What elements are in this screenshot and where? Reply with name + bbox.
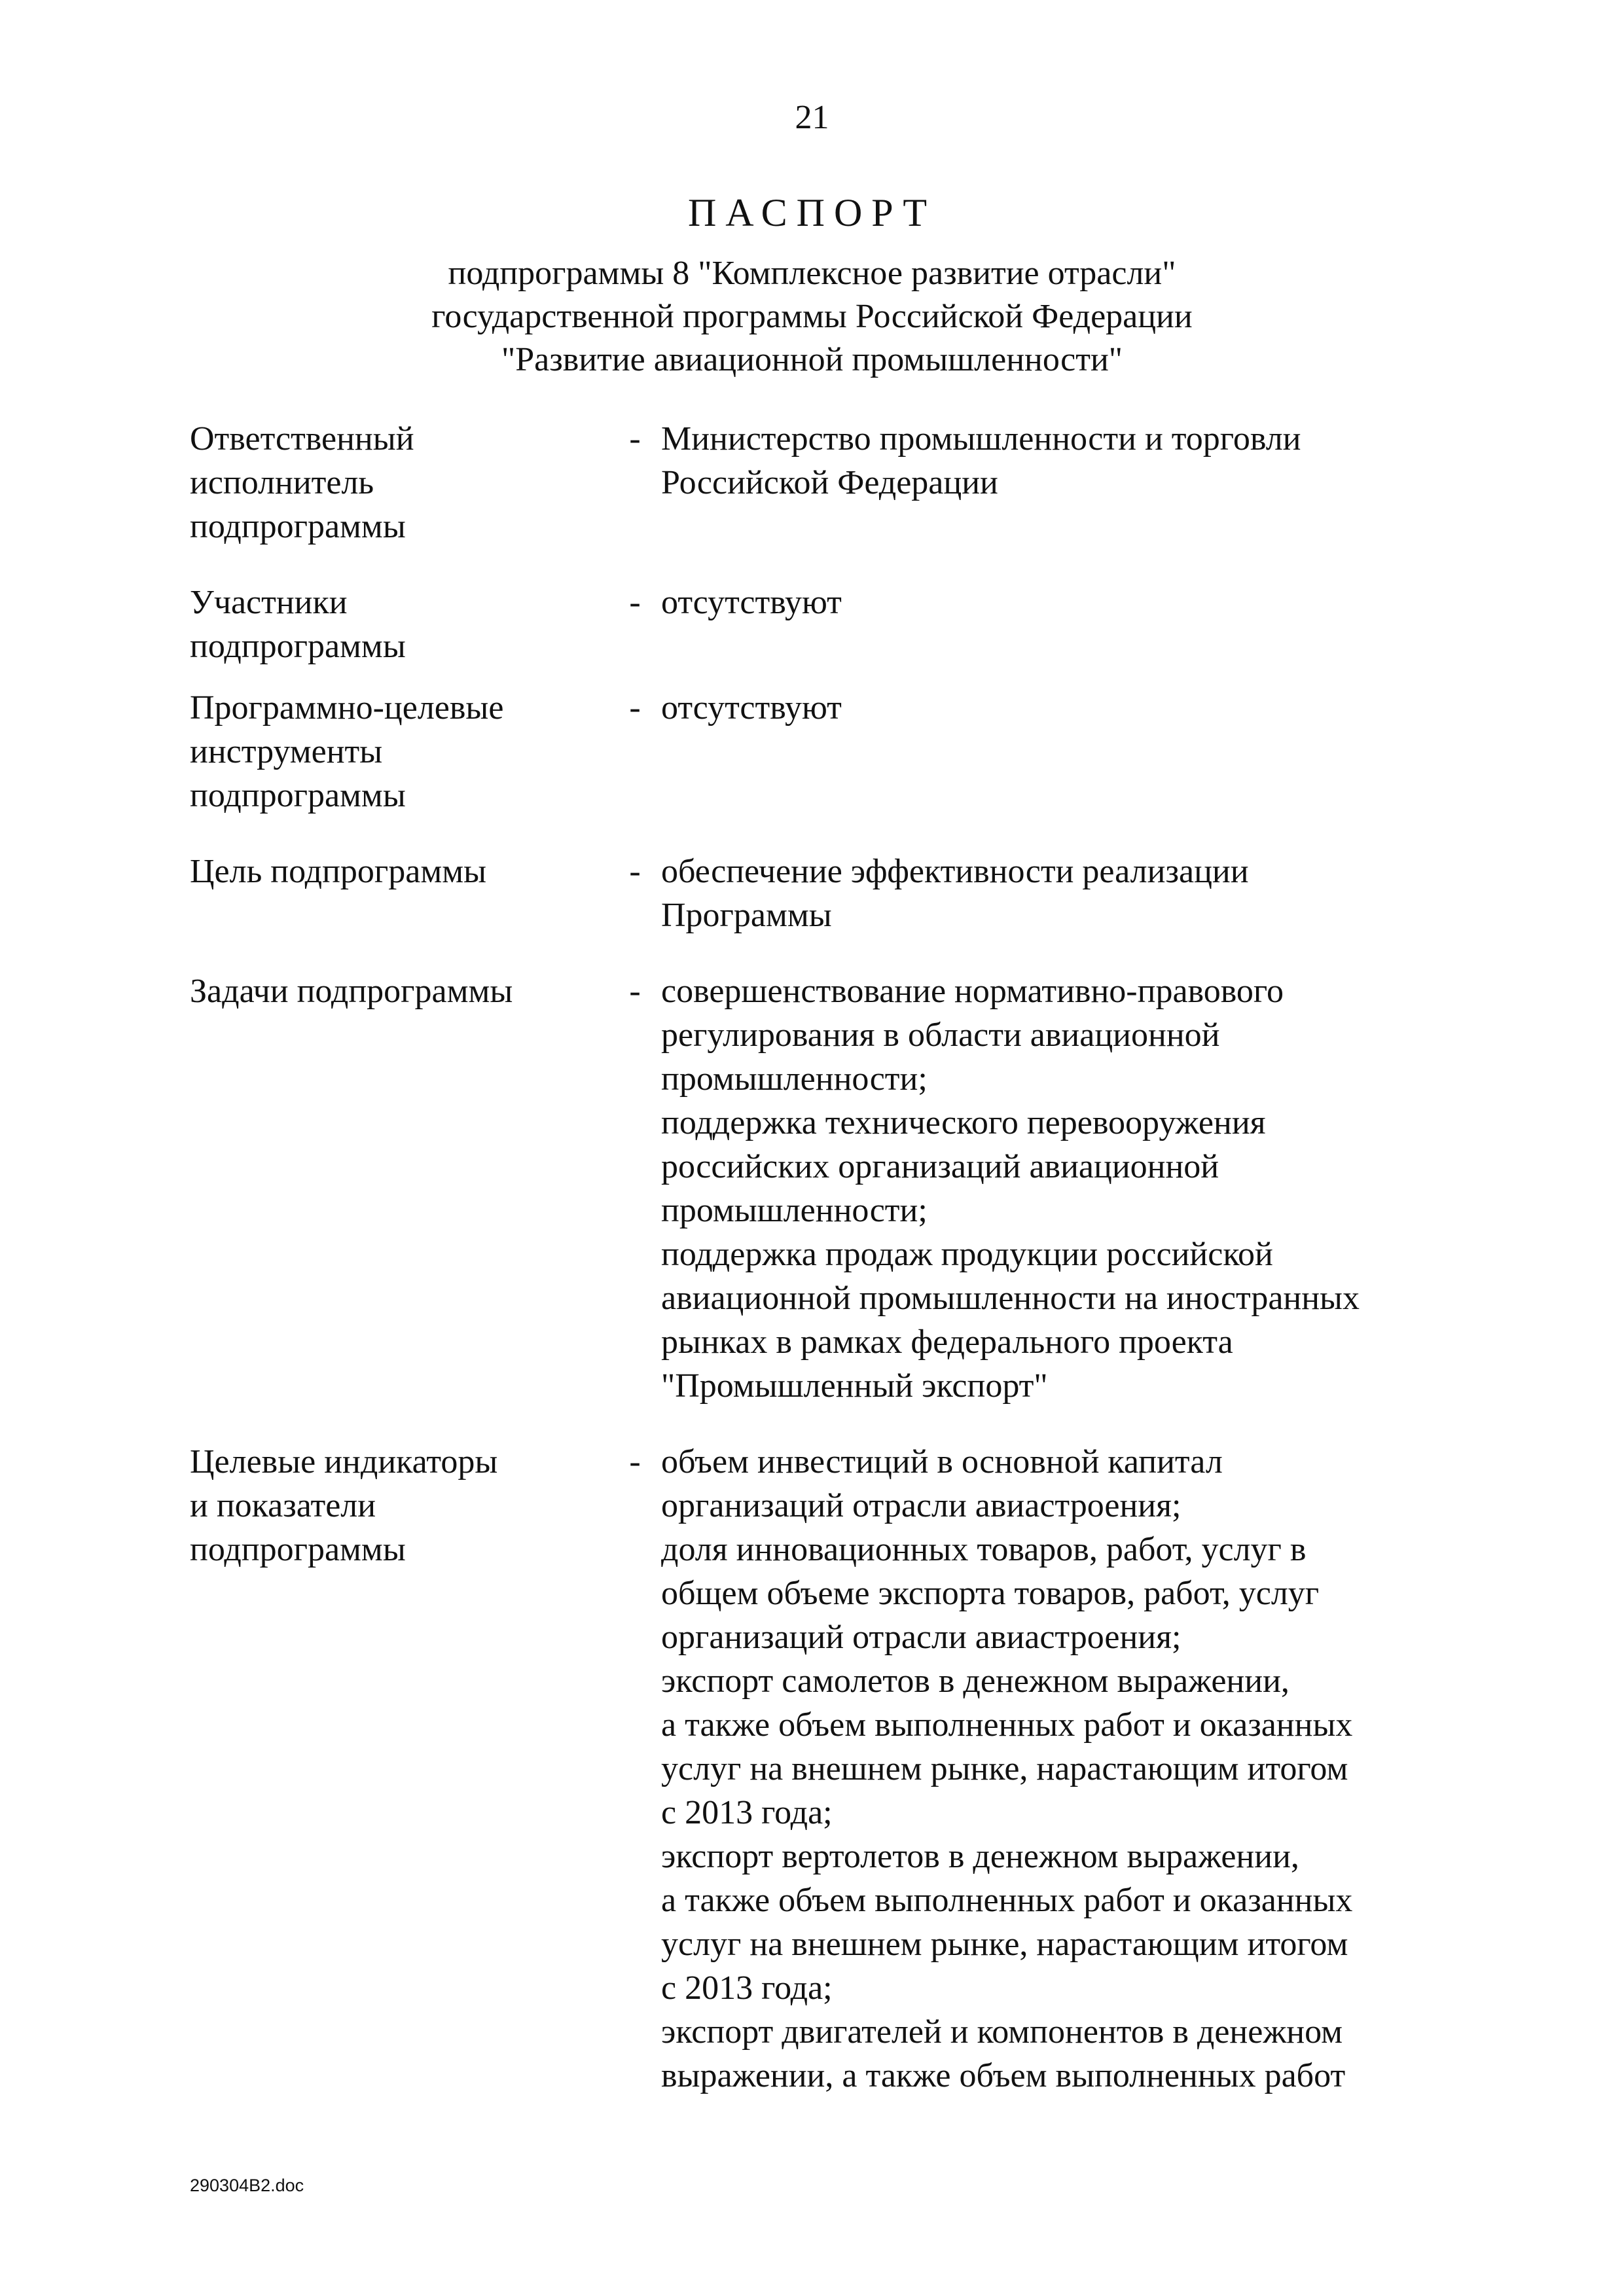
value-line: поддержка технического перевооружения xyxy=(661,1104,1266,1141)
row-value xyxy=(661,686,1453,817)
value-line: услуг на внешнем рынке, нарастающим итогом xyxy=(661,1926,1348,1963)
row-dash: - xyxy=(629,853,641,890)
value-line: поддержка продаж продукции российской xyxy=(661,1236,1273,1273)
value-line: а также объем выполненных работ и оказанных xyxy=(661,1882,1353,1919)
value-line: экспорт вертолетов в денежном выражении, xyxy=(661,1838,1299,1875)
value-line: с 2013 года; xyxy=(661,1969,833,2007)
value-line: экспорт самолетов в денежном выражении, xyxy=(661,1662,1290,1700)
label-line: исполнитель xyxy=(190,464,374,501)
row-label xyxy=(190,1440,596,2098)
value-line: отсутствуют xyxy=(661,689,842,726)
value-line: российских организаций авиационной xyxy=(661,1148,1219,1185)
value-line: рынках в рамках федерального проекта xyxy=(661,1323,1233,1361)
value-line: а также объем выполненных работ и оказанных xyxy=(661,1706,1353,1744)
row-label xyxy=(190,581,596,668)
passport-row-responsible xyxy=(190,417,1453,548)
row-dash: - xyxy=(629,420,641,457)
file-name-footer: 290304B2.doc xyxy=(190,2176,304,2195)
passport-row-tasks xyxy=(190,969,1453,1408)
row-value xyxy=(661,1440,1453,2098)
value-line: экспорт двигателей и компонентов в денежном xyxy=(661,2013,1343,2051)
value-line: Российской Федерации xyxy=(661,464,998,501)
row-label xyxy=(190,850,596,937)
value-line: объем инвестиций в основной капитал xyxy=(661,1443,1223,1480)
value-line: организаций отрасли авиастроения; xyxy=(661,1487,1182,1524)
passport-table xyxy=(190,417,1453,2098)
value-line: доля инновационных товаров, работ, услуг в xyxy=(661,1531,1307,1568)
row-value xyxy=(661,850,1453,937)
passport-row-indicators xyxy=(190,1440,1453,2098)
value-line: отсутствуют xyxy=(661,584,842,621)
value-line: промышленности; xyxy=(661,1192,928,1229)
value-line: с 2013 года; xyxy=(661,1794,833,1831)
label-line: Задачи подпрограммы xyxy=(190,973,513,1010)
row-dash: - xyxy=(629,973,641,1010)
row-value xyxy=(661,581,1453,668)
label-line: инструменты xyxy=(190,733,383,770)
row-value xyxy=(661,969,1453,1408)
row-label xyxy=(190,417,596,548)
label-line: Участники xyxy=(190,584,348,621)
value-line: регулирования в области авиационной xyxy=(661,1016,1220,1054)
value-line: выражении, а также объем выполненных работ xyxy=(661,2057,1346,2094)
subtitle-line: "Развитие авиационной промышленности" xyxy=(501,341,1123,378)
label-line: Ответственный xyxy=(190,420,414,457)
value-line: общем объеме экспорта товаров, работ, услуг xyxy=(661,1575,1320,1612)
label-line: и показатели xyxy=(190,1487,376,1524)
row-value xyxy=(661,417,1453,548)
value-line: обеспечение эффективности реализации xyxy=(661,853,1249,890)
value-line: "Промышленный экспорт" xyxy=(661,1367,1048,1405)
label-line: подпрограммы xyxy=(190,628,406,665)
row-dash: - xyxy=(629,1443,641,1480)
label-line: подпрограммы xyxy=(190,777,406,814)
value-line: Министерство промышленности и торговли xyxy=(661,420,1301,457)
passport-row-instruments xyxy=(190,686,1453,817)
value-line: организаций отрасли авиастроения; xyxy=(661,1619,1182,1656)
value-line: Программы xyxy=(661,897,832,934)
value-line: промышленности; xyxy=(661,1060,928,1098)
label-line: Программно-целевые xyxy=(190,689,504,726)
page-number: 21 xyxy=(795,99,829,136)
label-line: Цель подпрограммы xyxy=(190,853,487,890)
row-label xyxy=(190,686,596,817)
document-title: ПАСПОРТ xyxy=(687,191,937,234)
row-label xyxy=(190,969,596,1408)
subtitle-line: подпрограммы 8 "Комплексное развитие отрасли" xyxy=(448,255,1176,292)
passport-row-participants xyxy=(190,581,1453,668)
value-line: совершенствование нормативно-правового xyxy=(661,973,1284,1010)
subtitle-line: государственной программы Российской Федерации xyxy=(431,298,1193,335)
label-line: подпрограммы xyxy=(190,1531,406,1568)
row-dash: - xyxy=(629,689,641,726)
document-subtitle xyxy=(0,252,1624,382)
row-dash: - xyxy=(629,584,641,621)
value-line: авиационной промышленности на иностранных xyxy=(661,1280,1360,1317)
value-line: услуг на внешнем рынке, нарастающим итогом xyxy=(661,1750,1348,1787)
label-line: подпрограммы xyxy=(190,508,406,545)
label-line: Целевые индикаторы xyxy=(190,1443,498,1480)
passport-row-goal xyxy=(190,850,1453,937)
